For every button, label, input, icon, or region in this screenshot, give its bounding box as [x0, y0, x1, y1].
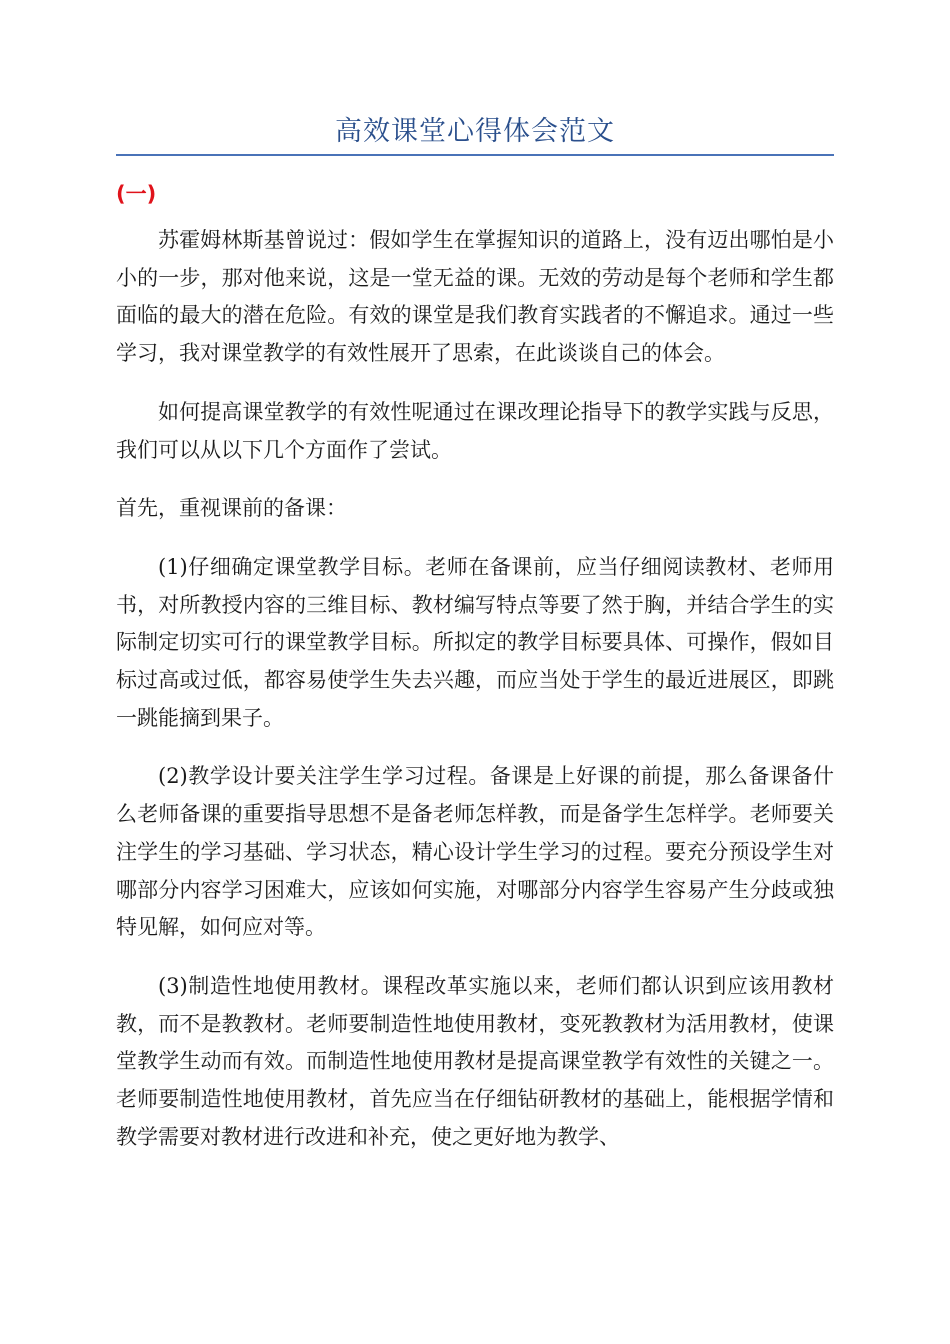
document-title: 高效课堂心得体会范文	[335, 116, 615, 147]
title-underline	[116, 154, 834, 156]
paragraph-item-2: (2)教学设计要关注学生学习过程。备课是上好课的前提，那么备课备什么老师备课的重要指导思想不是备老师怎样教，而是备学生怎样学。老师要关注学生的学习基础、学习状态，精心设计学生学习的过程。要充分预设学生对哪部分内容学习困难大，应该如何实施，对哪部分内容学生容易产生分歧或独特见解，如何应对等。	[116, 764, 834, 940]
paragraph-question: 如何提高课堂教学的有效性呢通过在课改理论指导下的教学实践与反思，我们可以从以下几个方面作了尝试。	[116, 399, 834, 462]
paragraph-item-3: (3)制造性地使用教材。课程改革实施以来，老师们都认识到应该用教材教，而不是教教材。老师要制造性地使用教材，变死教教材为活用教材，使课堂教学生动而有效。而制造性地使用教材是提高课堂教学有效性的关键之一。老师要制造性地使用教材，首先应当在仔细钻研教材的基础上，能根据学情和教学需要对教材进行改进和补充，使之更好地为教学、	[116, 973, 834, 1149]
paragraph-item-1: (1)仔细确定课堂教学目标。老师在备课前，应当仔细阅读教材、老师用书，对所教授内容的三维目标、教材编写特点等要了然于胸，并结合学生的实际制定切实可行的课堂教学目标。所拟定的教学目标要具体、可操作，假如目标过高或过低，都容易使学生失去兴趣，而应当处于学生的最近进展区，即跳一跳能摘到果子。	[116, 554, 834, 730]
document-body	[116, 222, 834, 1177]
paragraph-first-point: 首先，重视课前的备课：	[116, 496, 347, 521]
paragraph-intro: 苏霍姆林斯基曾说过：假如学生在掌握知识的道路上，没有迈出哪怕是小小的一步，那对他来说，这是一堂无益的课。无效的劳动是每个老师和学生都面临的最大的潜在危险。有效的课堂是我们教育实践者的不懈追求。通过一些学习，我对课堂教学的有效性展开了思索，在此谈谈自己的体会。	[116, 228, 834, 366]
section-heading: (一)	[116, 182, 157, 206]
